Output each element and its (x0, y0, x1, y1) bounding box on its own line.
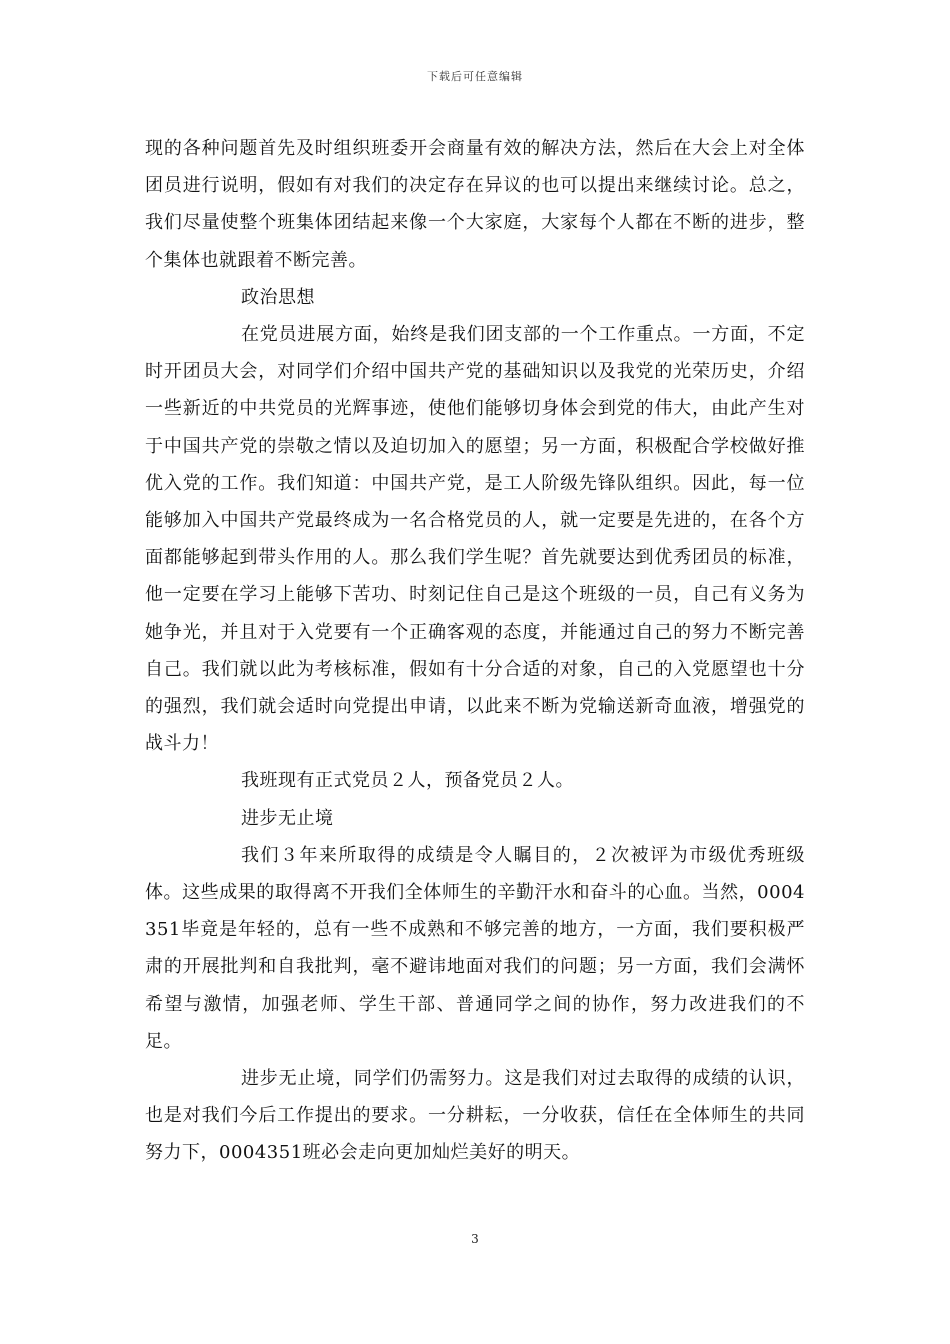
section-heading-politics: 政治思想 (241, 286, 315, 308)
paragraph-conclusion: 进步无止境，同学们仍需努力。这是我们对过去取得的成绩的认识，也是对我们今后工作提出的要求。一分耕耘，一分收获，信任在全体师生的共同努力下，0004351班必会走向更加灿烂美好的明天。 (145, 1068, 805, 1164)
paragraph-continued: 现的各种问题首先及时组织班委开会商量有效的解决方法，然后在大会上对全体团员进行说明，假如有对我们的决定存在异议的也可以提出来继续讨论。总之，我们尽量使整个班集体团结起来像一个大家庭，大家每个人都在不断的进步，整个集体也就跟着不断完善。 (145, 138, 805, 271)
page-header-note: 下载后可任意编辑 (427, 70, 523, 83)
section-heading-progress: 进步无止境 (241, 807, 334, 829)
paragraph-party-development: 在党员进展方面，始终是我们团支部的一个工作重点。一方面，不定时开团员大会，对同学们介绍中国共产党的基础知识以及我党的光荣历史，介绍一些新近的中共党员的光辉事迹，使他们能够切身体会到党的伟大，由此产生对于中国共产党的崇敬之情以及迫切加入的愿望；另一方面，积极配合学校做好推优入党的工作。我们知道：中国共产党，是工人阶级先锋队组织。因此，每一位能够加入中国共产党最终成为一名合格党员的人，就一定要是先进的，在各个方面都能够起到带头作用的人。那么我们学生呢？首先就要达到优秀团员的标准，他一定要在学习上能够下苦功、时刻记住自己是这个班级的一员，自己有义务为她争光，并且对于入党要有一个正确客观的态度，并能通过自己的努力不断完善自己。我们就以此为考核标准，假如有十分合适的对象，自己的入党愿望也十分的强烈，我们就会适时向党提出申请，以此来不断为党输送新奇血液，增强党的战斗力！ (145, 324, 805, 755)
page-number: 3 (471, 1232, 479, 1246)
paragraph-party-members: 我班现有正式党员２人，预备党员２人。 (241, 770, 574, 792)
document-body (145, 130, 805, 1172)
paragraph-achievements: 我们３年来所取得的成绩是令人瞩目的，２次被评为市级优秀班级体。这些成果的取得离不开我们全体师生的辛勤汗水和奋斗的心血。当然，0004351毕竟是年轻的，总有一些不成熟和不够完善的地方，一方面，我们要积极严肃的开展批判和自我批判，毫不避讳地面对我们的问题；另一方面，我们会满怀希望与激情，加强老师、学生干部、普通同学之间的协作，努力改进我们的不足。 (145, 844, 805, 1052)
